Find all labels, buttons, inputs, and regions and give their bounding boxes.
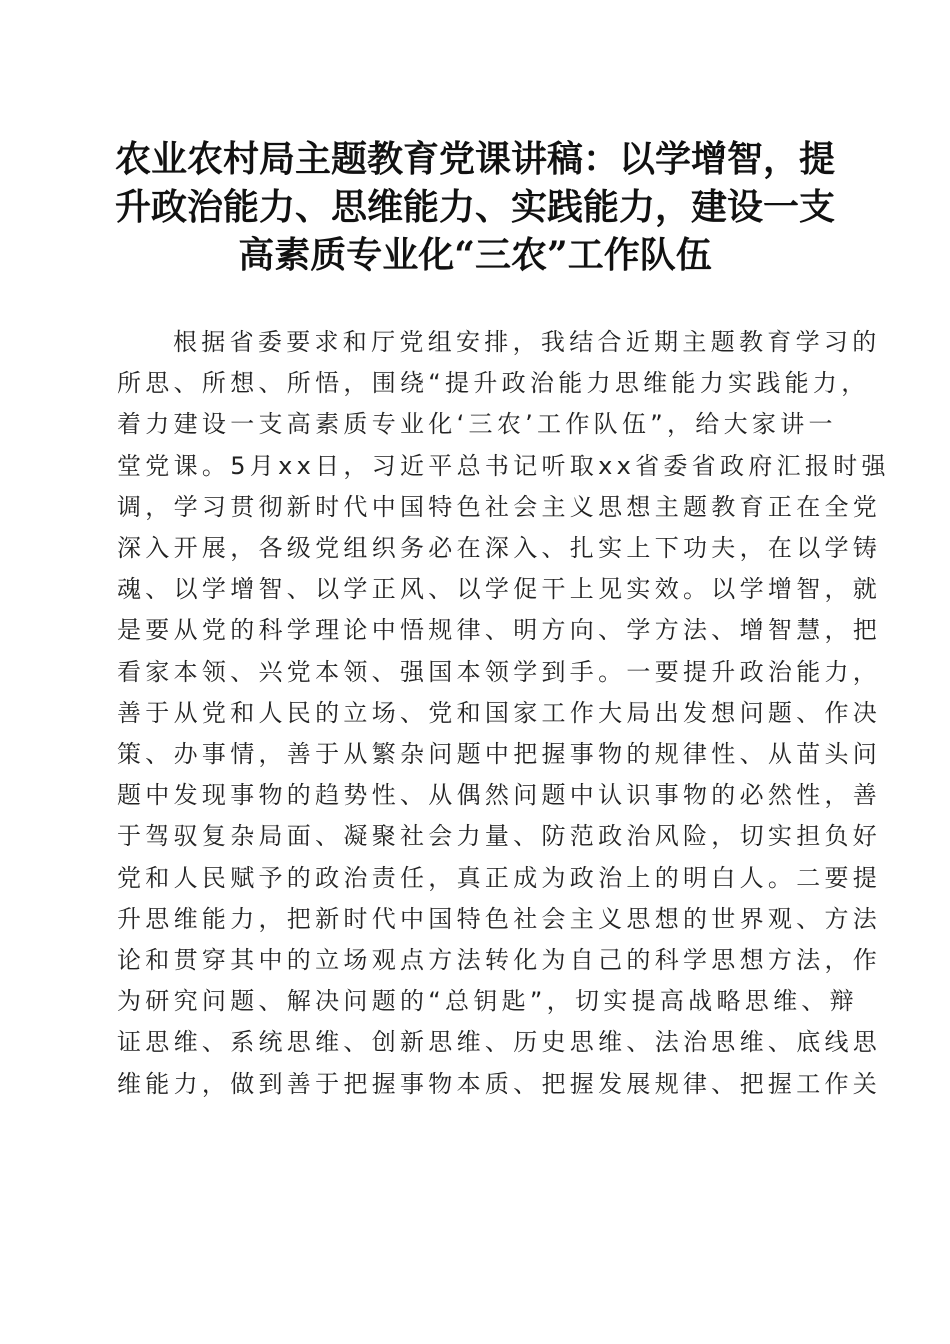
body-line: 堂党课。5月xx日，习近平总书记听取xx省委省政府汇报时强 — [117, 451, 890, 480]
body-line: 调，学习贯彻新时代中国特色社会主义思想主题教育正在全党 — [117, 492, 882, 521]
title-line: 高素质专业化“三农”工作队伍 — [238, 234, 712, 276]
body-line: 是要从党的科学理论中悟规律、明方向、学方法、增智慧，把 — [117, 616, 882, 645]
body-line: 为研究问题、解决问题的“总钥匙”，切实提高战略思维、辩 — [117, 987, 858, 1016]
body-line: 论和贯穿其中的立场观点方法转化为自己的科学思想方法，作 — [117, 946, 882, 975]
body-line: 升思维能力，把新时代中国特色社会主义思想的世界观、方法 — [117, 904, 882, 933]
body-line: 策、办事情，善于从繁杂问题中把握事物的规律性、从苗头问 — [117, 740, 882, 769]
body-line: 题中发现事物的趋势性、从偶然问题中认识事物的必然性，善 — [117, 781, 882, 810]
body-line: 深入开展，各级党组织务必在深入、扎实上下功夫，在以学铸 — [117, 534, 882, 563]
body-line: 看家本领、兴党本领、强国本领学到手。一要提升政治能力， — [117, 657, 882, 686]
body-line: 于驾驭复杂局面、凝聚社会力量、防范政治风险，切实担负好 — [117, 822, 882, 851]
body-line: 维能力，做到善于把握事物本质、把握发展规律、把握工作关 — [117, 1069, 882, 1098]
title-line: 农业农村局主题教育党课讲稿：以学增智，提 — [114, 138, 835, 180]
title-line: 升政治能力、思维能力、实践能力，建设一支 — [114, 186, 835, 228]
body-line: 根据省委要求和厅党组安排，我结合近期主题教育学习的 — [173, 328, 881, 356]
body-line: 魂、以学增智、以学正风、以学促干上见实效。以学增智，就 — [117, 575, 882, 604]
body-line: 所思、所想、所悟，围绕“提升政治能力思维能力实践能力， — [117, 369, 870, 398]
body-line: 着力建设一支高素质专业化‘三农’工作队伍”，给大家讲一 — [117, 410, 837, 439]
body-line: 善于从党和人民的立场、党和国家工作大局出发想问题、作决 — [117, 698, 882, 727]
body-paragraph — [117, 322, 890, 1105]
document-title — [110, 135, 840, 279]
body-line: 党和人民赋予的政治责任，真正成为政治上的明白人。二要提 — [117, 863, 882, 892]
body-line: 证思维、系统思维、创新思维、历史思维、法治思维、底线思 — [117, 1028, 882, 1057]
